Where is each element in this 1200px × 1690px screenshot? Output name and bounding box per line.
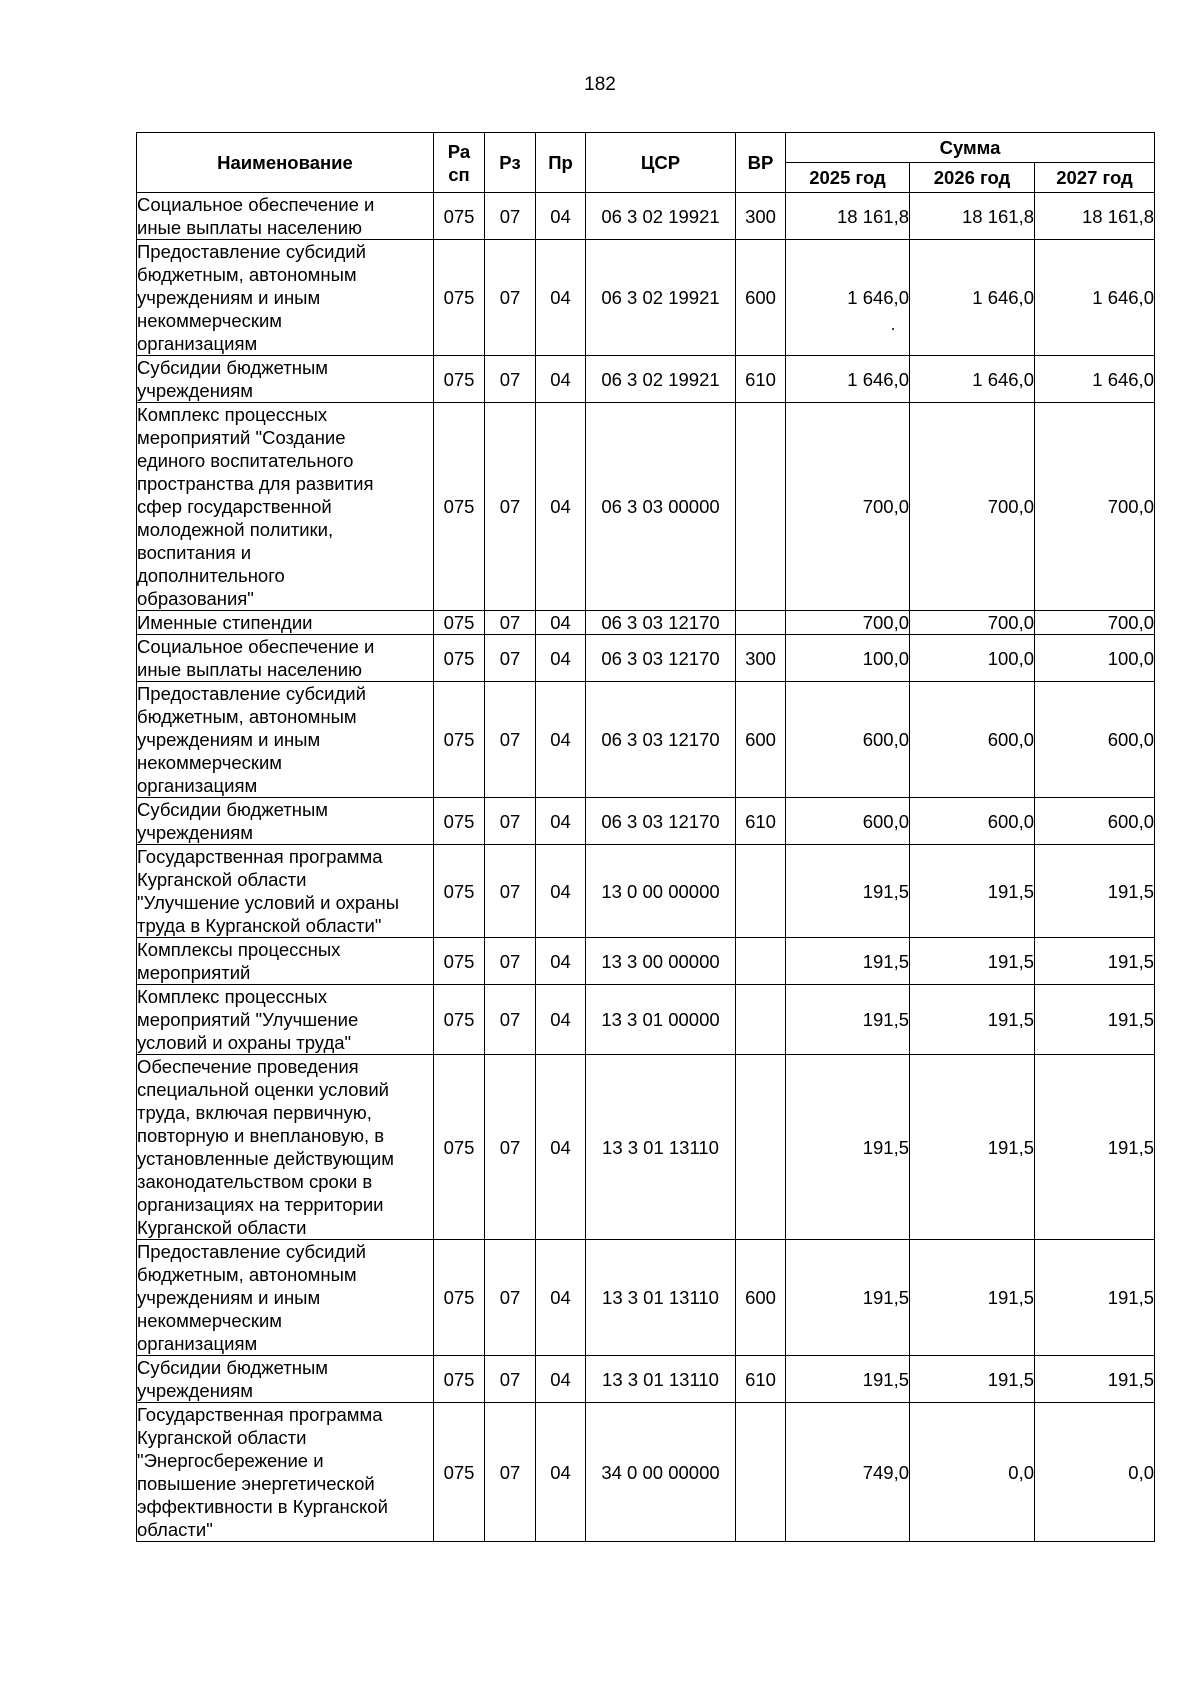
row-sum-2027: 700,0: [1035, 403, 1155, 611]
row-vr: [736, 938, 786, 985]
row-pr: 04: [536, 356, 586, 403]
row-name-line: учреждениям: [137, 380, 254, 401]
header-sum: Сумма: [786, 133, 1155, 163]
row-name-line: Государственная программа: [137, 1404, 383, 1425]
row-vr: [736, 985, 786, 1055]
row-name-line: труда, включая первичную,: [137, 1102, 372, 1123]
row-pr: 04: [536, 403, 586, 611]
table-row: [137, 938, 1155, 985]
row-sum-2026: 600,0: [910, 682, 1035, 798]
row-rz: 07: [485, 845, 536, 938]
row-sum-2025: 700,0: [786, 403, 910, 611]
row-name-line: бюджетным, автономным: [137, 264, 357, 285]
row-name: [137, 1055, 434, 1240]
row-name-line: Комплексы процессных: [137, 939, 341, 960]
row-name: [137, 938, 434, 985]
row-name-line: "Улучшение условий и охраны: [137, 892, 399, 913]
row-rasp: 075: [434, 682, 485, 798]
row-rasp: 075: [434, 985, 485, 1055]
row-rz: 07: [485, 985, 536, 1055]
table-row: [137, 611, 1155, 635]
row-name-line: Курганской области: [137, 1427, 307, 1448]
row-sum-2027: 191,5: [1035, 1055, 1155, 1240]
row-name-line: учреждениям и иным: [137, 287, 321, 308]
header-name: Наименование: [137, 133, 434, 193]
row-name: [137, 403, 434, 611]
row-name-line: учреждениям и иным: [137, 1287, 321, 1308]
row-name-line: иные выплаты населению: [137, 659, 362, 680]
row-name: [137, 1356, 434, 1403]
row-name-line: некоммерческим: [137, 310, 283, 331]
row-pr: 04: [536, 1055, 586, 1240]
row-name-line: Социальное обеспечение и: [137, 636, 375, 657]
row-name-line: Предоставление субсидий: [137, 241, 366, 262]
table-row: [137, 845, 1155, 938]
row-name-line: Предоставление субсидий: [137, 683, 366, 704]
row-rz: 07: [485, 1240, 536, 1356]
table-row: [137, 193, 1155, 240]
table-row: [137, 403, 1155, 611]
table-row: [137, 1240, 1155, 1356]
row-rz: 07: [485, 403, 536, 611]
row-sum-2026: 191,5: [910, 1055, 1035, 1240]
row-rasp: 075: [434, 403, 485, 611]
row-sum-2026: 191,5: [910, 1240, 1035, 1356]
row-sum-2027: 191,5: [1035, 1240, 1155, 1356]
row-name-line: Субсидии бюджетным: [137, 799, 329, 820]
budget-table: [136, 132, 1155, 1542]
header-year-2027: 2027 год: [1035, 163, 1155, 193]
row-vr: 610: [736, 1356, 786, 1403]
row-sum-2025: 191,5: [786, 1055, 910, 1240]
row-name: [137, 845, 434, 938]
row-rz: 07: [485, 356, 536, 403]
row-name-line: Курганской области: [137, 1217, 307, 1238]
row-name-line: бюджетным, автономным: [137, 706, 357, 727]
scan-speck: [892, 328, 894, 330]
table-row: [137, 1403, 1155, 1542]
row-rasp: 075: [434, 240, 485, 356]
row-pr: 04: [536, 1240, 586, 1356]
row-sum-2027: 700,0: [1035, 611, 1155, 635]
row-vr: [736, 1403, 786, 1542]
row-sum-2025: 600,0: [786, 798, 910, 845]
row-sum-2026: 100,0: [910, 635, 1035, 682]
row-name-line: мероприятий: [137, 962, 251, 983]
row-pr: 04: [536, 682, 586, 798]
row-name-line: Государственная программа: [137, 846, 383, 867]
row-name: [137, 985, 434, 1055]
table-row: [137, 798, 1155, 845]
row-sum-2026: 191,5: [910, 1356, 1035, 1403]
row-name-line: Курганской области: [137, 869, 307, 890]
row-vr: 600: [736, 682, 786, 798]
header-year-2026: 2026 год: [910, 163, 1035, 193]
row-name-line: некоммерческим: [137, 752, 283, 773]
row-name-line: единого воспитательного: [137, 450, 354, 471]
header-rasp-bottom: сп: [448, 163, 470, 185]
row-csr: 13 0 00 00000: [586, 845, 736, 938]
row-name-line: молодежной политики,: [137, 519, 334, 540]
row-csr: 06 3 03 12170: [586, 682, 736, 798]
row-csr: 06 3 03 12170: [586, 611, 736, 635]
row-vr: 600: [736, 240, 786, 356]
row-name: [137, 240, 434, 356]
row-pr: 04: [536, 1356, 586, 1403]
row-name: [137, 356, 434, 403]
table-body: [137, 193, 1155, 1542]
row-name-line: повторную и внеплановую, в: [137, 1125, 385, 1146]
row-sum-2025: 191,5: [786, 938, 910, 985]
row-pr: 04: [536, 193, 586, 240]
row-csr: 13 3 01 13110: [586, 1055, 736, 1240]
table-row: [137, 356, 1155, 403]
row-name-line: организациям: [137, 1333, 258, 1354]
row-sum-2025: 1 646,0: [786, 240, 910, 356]
row-vr: 610: [736, 356, 786, 403]
row-name-line: "Энергосбережение и: [137, 1450, 324, 1471]
row-name-line: учреждениям: [137, 1380, 254, 1401]
row-name-line: Комплекс процессных: [137, 404, 328, 425]
row-sum-2026: 0,0: [910, 1403, 1035, 1542]
row-vr: [736, 845, 786, 938]
row-pr: 04: [536, 1403, 586, 1542]
row-name-line: Обеспечение проведения: [137, 1056, 359, 1077]
row-csr: 06 3 03 12170: [586, 635, 736, 682]
row-rasp: 075: [434, 938, 485, 985]
row-rasp: 075: [434, 611, 485, 635]
row-rz: 07: [485, 938, 536, 985]
row-sum-2025: 600,0: [786, 682, 910, 798]
page-number: 182: [584, 74, 616, 95]
row-rz: 07: [485, 682, 536, 798]
row-sum-2027: 100,0: [1035, 635, 1155, 682]
row-name-line: образования": [137, 588, 254, 609]
row-name-line: труда в Курганской области": [137, 915, 382, 936]
row-csr: 06 3 02 19921: [586, 356, 736, 403]
header-rz: Рз: [485, 133, 536, 193]
row-csr: 13 3 01 00000: [586, 985, 736, 1055]
row-name: [137, 635, 434, 682]
row-sum-2027: 1 646,0: [1035, 240, 1155, 356]
row-sum-2025: 700,0: [786, 611, 910, 635]
row-name-line: бюджетным, автономным: [137, 1264, 357, 1285]
header-year-2025: 2025 год: [786, 163, 910, 193]
row-name-line: учреждениям и иным: [137, 729, 321, 750]
table-row: [137, 985, 1155, 1055]
table-row: [137, 682, 1155, 798]
row-vr: [736, 611, 786, 635]
row-name-line: Предоставление субсидий: [137, 1241, 366, 1262]
row-sum-2026: 191,5: [910, 985, 1035, 1055]
row-vr: 300: [736, 193, 786, 240]
row-rasp: 075: [434, 1055, 485, 1240]
row-pr: 04: [536, 845, 586, 938]
table-row: [137, 635, 1155, 682]
row-rz: 07: [485, 611, 536, 635]
table-header: [137, 133, 1155, 193]
row-pr: 04: [536, 938, 586, 985]
row-name-line: мероприятий "Создание: [137, 427, 346, 448]
row-name-line: Субсидии бюджетным: [137, 357, 329, 378]
row-name-line: установленные действующим: [137, 1148, 394, 1169]
row-name-line: области": [137, 1519, 213, 1540]
row-name: [137, 611, 434, 635]
row-vr: [736, 1055, 786, 1240]
row-rasp: 075: [434, 356, 485, 403]
row-csr: 06 3 02 19921: [586, 193, 736, 240]
row-name: [137, 798, 434, 845]
row-csr: 13 3 01 13110: [586, 1240, 736, 1356]
row-name-line: мероприятий "Улучшение: [137, 1009, 359, 1030]
row-sum-2027: 600,0: [1035, 682, 1155, 798]
row-rz: 07: [485, 1403, 536, 1542]
row-rasp: 075: [434, 193, 485, 240]
row-name-line: условий и охраны труда": [137, 1032, 352, 1053]
row-rasp: 075: [434, 1403, 485, 1542]
row-name-line: эффективности в Курганской: [137, 1496, 388, 1517]
header-pr: Пр: [536, 133, 586, 193]
row-csr: 06 3 03 12170: [586, 798, 736, 845]
row-rz: 07: [485, 798, 536, 845]
table-row: [137, 1356, 1155, 1403]
row-name: [137, 1403, 434, 1542]
row-name-line: Социальное обеспечение и: [137, 194, 375, 215]
row-name-line: иные выплаты населению: [137, 217, 362, 238]
row-sum-2027: 18 161,8: [1035, 193, 1155, 240]
row-sum-2026: 191,5: [910, 845, 1035, 938]
row-rz: 07: [485, 1055, 536, 1240]
row-name-line: воспитания и: [137, 542, 252, 563]
row-sum-2027: 1 646,0: [1035, 356, 1155, 403]
row-sum-2026: 700,0: [910, 611, 1035, 635]
row-name: [137, 1240, 434, 1356]
header-rasp: [434, 133, 485, 193]
row-name: [137, 193, 434, 240]
header-rasp-top: Ра: [447, 140, 471, 162]
row-sum-2027: 600,0: [1035, 798, 1155, 845]
row-name: [137, 682, 434, 798]
row-vr: 610: [736, 798, 786, 845]
row-rz: 07: [485, 240, 536, 356]
row-rasp: 075: [434, 798, 485, 845]
row-sum-2027: 191,5: [1035, 845, 1155, 938]
row-name-line: Комплекс процессных: [137, 986, 328, 1007]
row-sum-2025: 191,5: [786, 845, 910, 938]
row-csr: 34 0 00 00000: [586, 1403, 736, 1542]
row-pr: 04: [536, 635, 586, 682]
row-sum-2025: 100,0: [786, 635, 910, 682]
row-csr: 06 3 02 19921: [586, 240, 736, 356]
row-pr: 04: [536, 798, 586, 845]
row-name-line: организациях на территории: [137, 1194, 384, 1215]
row-rz: 07: [485, 1356, 536, 1403]
row-sum-2025: 191,5: [786, 985, 910, 1055]
row-sum-2027: 0,0: [1035, 1403, 1155, 1542]
row-csr: 13 3 01 13110: [586, 1356, 736, 1403]
row-vr: [736, 403, 786, 611]
row-sum-2025: 18 161,8: [786, 193, 910, 240]
header-csr: ЦСР: [586, 133, 736, 193]
row-rz: 07: [485, 193, 536, 240]
row-sum-2025: 191,5: [786, 1356, 910, 1403]
row-csr: 13 3 00 00000: [586, 938, 736, 985]
row-name-line: организациям: [137, 775, 258, 796]
row-name-line: специальной оценки условий: [137, 1079, 390, 1100]
row-name-line: Субсидии бюджетным: [137, 1357, 329, 1378]
row-sum-2026: 1 646,0: [910, 356, 1035, 403]
row-sum-2026: 700,0: [910, 403, 1035, 611]
row-vr: 600: [736, 1240, 786, 1356]
row-name-line: повышение энергетической: [137, 1473, 375, 1494]
header-vr: ВР: [736, 133, 786, 193]
row-pr: 04: [536, 985, 586, 1055]
row-sum-2026: 191,5: [910, 938, 1035, 985]
row-sum-2027: 191,5: [1035, 985, 1155, 1055]
row-pr: 04: [536, 240, 586, 356]
row-rz: 07: [485, 635, 536, 682]
row-name-line: Именные стипендии: [137, 612, 313, 633]
row-name-line: организациям: [137, 333, 258, 354]
row-name-line: некоммерческим: [137, 1310, 283, 1331]
row-sum-2026: 1 646,0: [910, 240, 1035, 356]
table-row: [137, 240, 1155, 356]
row-sum-2027: 191,5: [1035, 1356, 1155, 1403]
row-sum-2025: 191,5: [786, 1240, 910, 1356]
row-vr: 300: [736, 635, 786, 682]
row-name-line: сфер государственной: [137, 496, 332, 517]
row-sum-2025: 749,0: [786, 1403, 910, 1542]
row-pr: 04: [536, 611, 586, 635]
row-sum-2026: 600,0: [910, 798, 1035, 845]
row-sum-2027: 191,5: [1035, 938, 1155, 985]
row-sum-2025: 1 646,0: [786, 356, 910, 403]
row-rasp: 075: [434, 845, 485, 938]
row-rasp: 075: [434, 635, 485, 682]
row-name-line: дополнительного: [137, 565, 285, 586]
row-name-line: учреждениям: [137, 822, 254, 843]
row-rasp: 075: [434, 1240, 485, 1356]
row-rasp: 075: [434, 1356, 485, 1403]
row-name-line: пространства для развития: [137, 473, 374, 494]
row-name-line: законодательством сроки в: [137, 1171, 373, 1192]
row-sum-2026: 18 161,8: [910, 193, 1035, 240]
table-row: [137, 1055, 1155, 1240]
row-csr: 06 3 03 00000: [586, 403, 736, 611]
